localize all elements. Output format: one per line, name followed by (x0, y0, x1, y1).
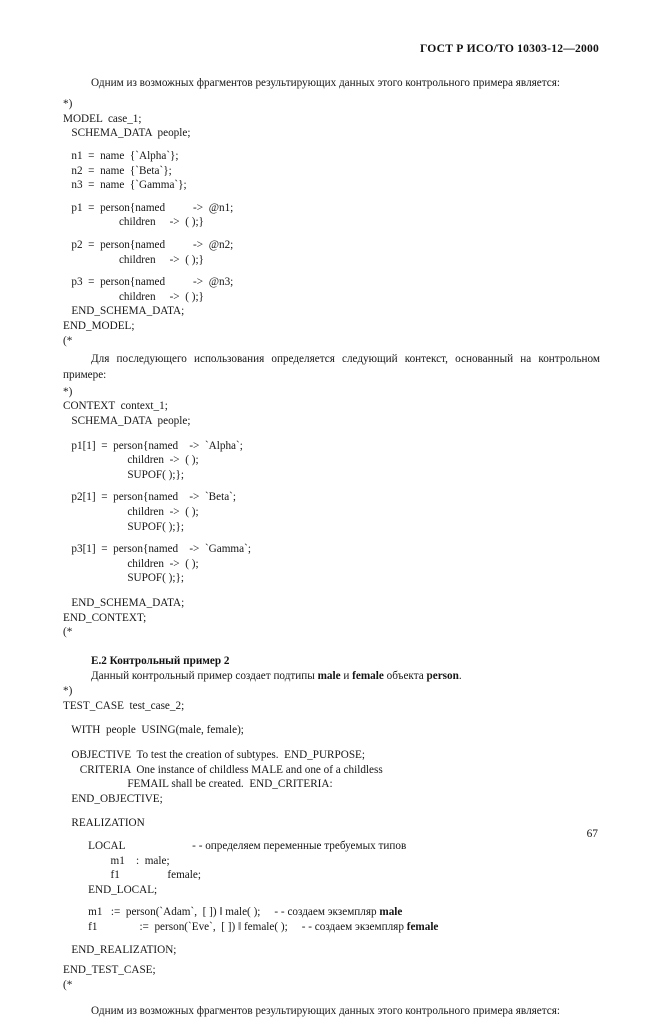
code-line: m1 : male; (63, 854, 170, 867)
code-line: n2 = name {`Beta`}; (63, 164, 172, 177)
spacer (63, 534, 600, 542)
code-line: (* (63, 334, 73, 347)
code-line: n1 = name {`Alpha`}; (63, 150, 179, 163)
page-content (63, 76, 600, 1020)
code-line: p3[1] = person{named -> `Gamma`; (63, 543, 251, 556)
assign-f1-bold-female: female (406, 921, 439, 934)
code-line: *) (63, 385, 73, 398)
spacer (63, 897, 600, 905)
code-line: CONTEXT context_1; (63, 400, 168, 413)
running-header-standard-ref: ГОСТ Р ИСО/ТО 10303-12—2000 (420, 42, 599, 55)
code-line: *) (63, 685, 73, 698)
code-line: p3 = person{named -> @n3; (63, 276, 234, 289)
code-line: f1 female; (63, 869, 201, 882)
spacer (63, 267, 600, 275)
code-line: p2 = person{named -> @n2; (63, 239, 234, 252)
assign-m1-bold-male: male (379, 906, 403, 919)
context-paragraph: Для последующего использования определяется следующий контекст, основанный на контрольном примере: (63, 353, 600, 381)
code-line: children -> ( ); (63, 505, 199, 518)
code-line: *) (63, 98, 73, 111)
code-line: p1[1] = person{named -> `Alpha`; (63, 439, 243, 452)
spacer (63, 586, 600, 596)
spacer (63, 429, 600, 439)
code-line: WITH people USING(male, female); (63, 724, 244, 737)
spacer (63, 806, 600, 816)
code-line: TEST_CASE test_case_2; (63, 699, 185, 712)
lead-bold-person: person (426, 670, 459, 682)
spacer (63, 230, 600, 238)
code-line: END_REALIZATION; (63, 943, 177, 956)
context-listing (63, 385, 600, 640)
assign-m1-text: m1 := person(`Adam`, [ ]) ‖ male( ); - - создаем экземпляр (63, 906, 380, 919)
code-line: SCHEMA_DATA people; (63, 127, 191, 140)
code-line: n3 = name {`Gamma`}; (63, 179, 187, 192)
code-line: END_MODEL; (63, 320, 135, 333)
code-line: p2[1] = person{named -> `Beta`; (63, 491, 237, 504)
spacer (63, 141, 600, 149)
code-line-assign-f1 (63, 920, 600, 935)
spacer (63, 482, 600, 490)
code-line: p1 = person{named -> @n1; (63, 201, 234, 214)
code-line: (* (63, 626, 73, 639)
assign-f1-text: f1 := person(`Eve`, [ ]) ‖ female( ); - - создаем экземпляр (63, 921, 407, 934)
spacer (63, 713, 600, 723)
code-line: END_CONTEXT; (63, 611, 147, 624)
code-line: END_TEST_CASE; (63, 964, 156, 977)
code-line: children -> ( ); (63, 454, 199, 467)
code-line: END_SCHEMA_DATA; (63, 596, 185, 609)
code-line: REALIZATION (63, 817, 145, 830)
code-line: children -> ( );} (63, 290, 204, 303)
code-line-assign-m1 (63, 905, 600, 920)
lead-bold-female: female (352, 670, 384, 682)
code-line: OBJECTIVE To test the creation of subtypes. END_PURPOSE; (63, 749, 365, 762)
closing-paragraph: Одним из возможных фрагментов результирующих данных этого контрольного примера является: (91, 1005, 561, 1018)
code-line: CRITERIA One instance of childless MALE and one of a childless (63, 763, 383, 776)
lead-bold-male: male (317, 670, 341, 682)
code-line: MODEL case_1; (63, 112, 142, 125)
lead-text-mid: и (340, 670, 353, 682)
code-line: END_OBJECTIVE; (63, 792, 163, 805)
code-line: LOCAL - - определяем переменные требуемых типов (63, 840, 407, 853)
spacer (63, 738, 600, 748)
code-line: SUPOF( );}; (63, 520, 184, 533)
lead-text-prefix: Данный контрольный пример создает подтипы (91, 670, 318, 682)
section-heading-e2: E.2 Контрольный пример 2 (91, 654, 230, 667)
spacer (63, 193, 600, 201)
spacer (63, 640, 600, 654)
code-line: children -> ( );} (63, 253, 204, 266)
lead-text-suffix: объекта (383, 670, 427, 682)
lead-text-end: . (458, 670, 462, 682)
code-line: children -> ( ); (63, 557, 199, 570)
intro-paragraph: Одним из возможных фрагментов результирующих данных этого контрольного примера является: (91, 77, 561, 89)
code-line: children -> ( );} (63, 216, 204, 229)
model-listing (63, 97, 600, 348)
code-line: SUPOF( );}; (63, 572, 184, 585)
code-line: SUPOF( );}; (63, 468, 184, 481)
code-line: FEMAIL shall be created. END_CRITERIA: (63, 778, 333, 791)
code-line: SCHEMA_DATA people; (63, 414, 191, 427)
page-number: 67 (586, 828, 598, 840)
spacer (63, 992, 600, 1004)
code-line: END_SCHEMA_DATA; (63, 305, 185, 318)
section-lead-paragraph (63, 669, 600, 684)
code-line: (* (63, 978, 73, 991)
code-line: END_LOCAL; (63, 883, 158, 896)
